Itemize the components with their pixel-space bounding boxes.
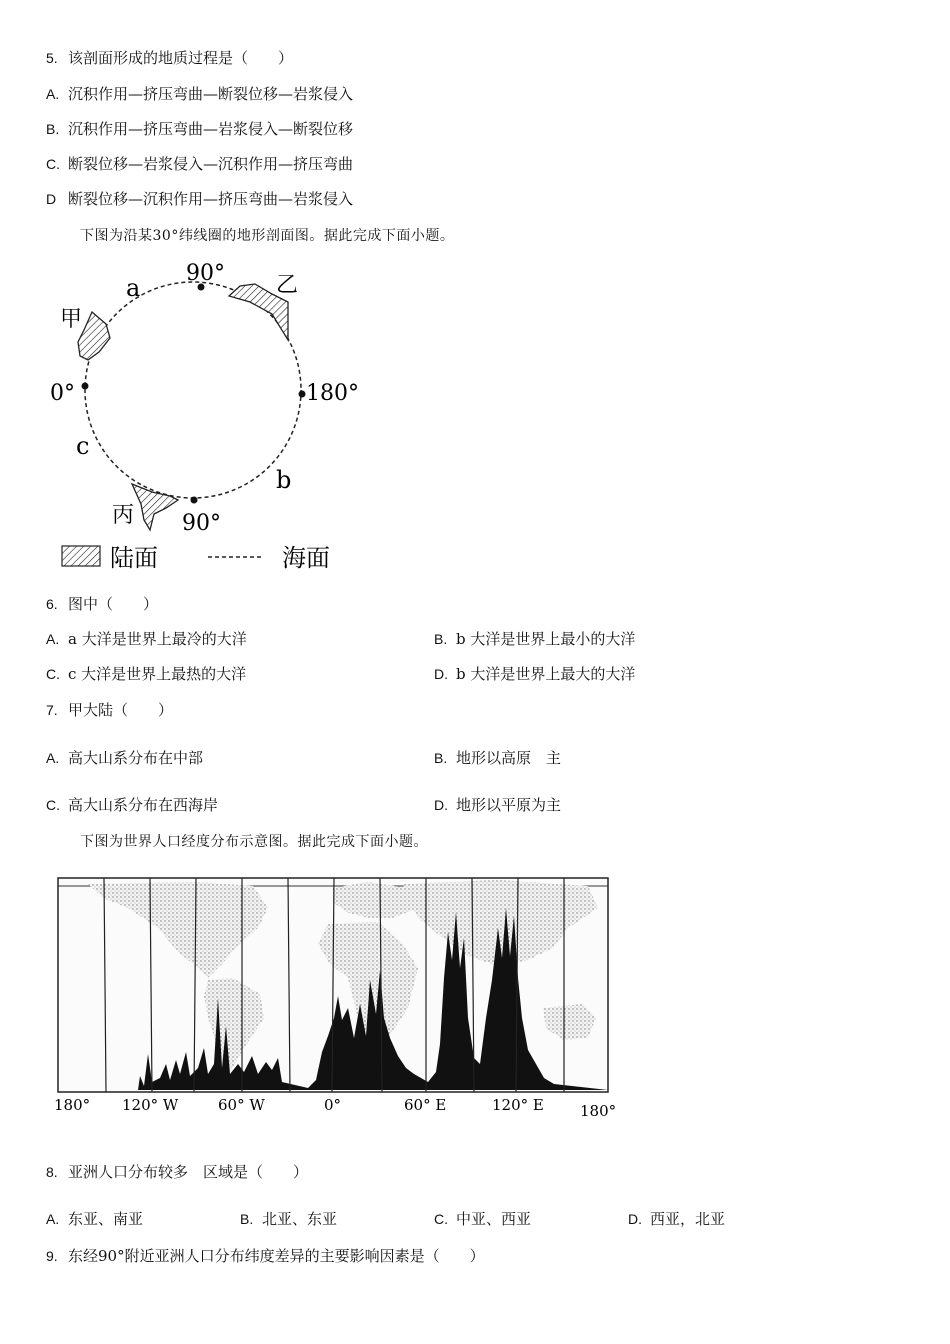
land-jia	[78, 312, 110, 360]
label-top-90: 90°	[186, 261, 225, 286]
q8-option-b[interactable]	[240, 1209, 337, 1229]
q7-option-b-text: 地形以高原 主	[456, 749, 562, 767]
legend-sea-label: 海面	[282, 544, 330, 572]
q5-stem-line	[46, 48, 293, 68]
q8-option-c-label: C.	[434, 1211, 448, 1227]
q5-option-a-text: 沉积作用—挤压弯曲—断裂位移—岩浆侵入	[68, 85, 354, 103]
land-bing	[132, 484, 178, 530]
q7-option-a-label: A.	[46, 750, 60, 766]
q6-option-a-label: A.	[46, 631, 60, 647]
q6-option-c[interactable]	[46, 664, 246, 684]
q8-stem-line	[46, 1162, 308, 1182]
q8-option-a[interactable]	[46, 1209, 143, 1229]
q5-option-d-text: 断裂位移—沉积作用—挤压弯曲—岩浆侵入	[68, 190, 354, 208]
axis-label-60w: 60° W	[218, 1096, 265, 1114]
q5-option-a-label: A.	[46, 86, 60, 102]
q7-option-c[interactable]	[46, 795, 218, 815]
q5-option-b-text: 沉积作用—挤压弯曲—岩浆侵入—断裂位移	[68, 120, 354, 138]
axis-label-60e: 60° E	[404, 1096, 447, 1114]
intro-figure2: 下图为世界人口经度分布示意图。据此完成下面小题。	[80, 834, 428, 850]
axis-label-120w: 120° W	[122, 1096, 179, 1114]
q6-option-a[interactable]	[46, 629, 247, 649]
label-c: c	[76, 432, 90, 460]
q6-option-b-text: b 大洋是世界上最小的大洋	[456, 630, 636, 648]
q7-option-c-text: 高大山系分布在西海岸	[68, 796, 219, 814]
q6-option-d-text: b 大洋是世界上最大的大洋	[456, 665, 636, 683]
q9-number: 9.	[46, 1248, 58, 1264]
axis-label-0: 0°	[324, 1096, 342, 1114]
q5-option-b[interactable]	[46, 119, 353, 139]
intro-figure1: 下图为沿某30°纬线圈的地形剖面图。据此完成下面小题。	[80, 228, 455, 244]
label-bing: 丙	[112, 503, 135, 528]
q7-option-b-label: B.	[434, 750, 448, 766]
q6-option-d-label: D.	[434, 666, 448, 682]
q6-option-b[interactable]	[434, 629, 635, 649]
q8-option-a-label: A.	[46, 1211, 60, 1227]
label-right-180: 180°	[306, 381, 359, 406]
q6-option-b-label: B.	[434, 631, 448, 647]
population-longitude-figure	[48, 868, 618, 1128]
q8-option-b-label: B.	[240, 1211, 254, 1227]
q5-option-c-label: C.	[46, 156, 60, 172]
axis-label-120e: 120° E	[492, 1096, 544, 1114]
q7-option-d[interactable]	[434, 795, 561, 815]
axis-label-180w: 180°	[54, 1096, 91, 1114]
q6-option-a-text: a 大洋是世界上最冷的大洋	[68, 630, 247, 648]
q9-stem: 东经90°附近亚洲人口分布纬度差异的主要影响因素是（ ）	[68, 1247, 485, 1265]
q5-option-c[interactable]	[46, 154, 353, 174]
q9-stem-line	[46, 1246, 485, 1266]
label-yi: 乙	[276, 273, 299, 298]
q8-option-d[interactable]	[628, 1209, 725, 1229]
q7-option-a-text: 高大山系分布在中部	[68, 749, 204, 767]
q7-option-c-label: C.	[46, 797, 60, 813]
q7-option-a[interactable]	[46, 748, 203, 768]
q6-option-c-label: C.	[46, 666, 60, 682]
q8-stem: 亚洲人口分布较多 区域是（ ）	[68, 1163, 309, 1181]
q5-option-d-label: D	[46, 191, 57, 207]
point-bottom	[191, 497, 198, 504]
q8-option-d-text: 西亚，北亚	[650, 1210, 726, 1228]
q6-number: 6.	[46, 596, 58, 612]
q5-option-c-text: 断裂位移—岩浆侵入—沉积作用—挤压弯曲	[68, 155, 354, 173]
q6-stem: 图中（ ）	[68, 595, 159, 613]
q7-option-d-text: 地形以平原为主	[456, 796, 562, 814]
latitude-profile-figure	[40, 250, 370, 580]
q7-option-b[interactable]	[434, 748, 561, 768]
q7-stem-line	[46, 700, 173, 720]
label-bottom-90: 90°	[182, 511, 221, 536]
q7-option-d-label: D.	[434, 797, 448, 813]
q8-number: 8.	[46, 1164, 58, 1180]
q8-option-b-text: 北亚、东亚	[262, 1210, 338, 1228]
q8-option-a-text: 东亚、南亚	[68, 1210, 144, 1228]
q5-number: 5.	[46, 50, 58, 66]
point-left	[82, 383, 89, 390]
label-a: a	[126, 274, 141, 302]
sea-level-circle	[85, 282, 301, 498]
q8-option-d-label: D.	[628, 1211, 642, 1227]
q8-option-c[interactable]	[434, 1209, 531, 1229]
point-right	[299, 391, 306, 398]
q5-option-a[interactable]	[46, 84, 353, 104]
label-b: b	[276, 466, 292, 494]
label-left-0: 0°	[50, 381, 75, 406]
q7-stem: 甲大陆（ ）	[68, 701, 174, 719]
q6-option-d[interactable]	[434, 664, 635, 684]
q5-stem: 该剖面形成的地质过程是（ ）	[68, 49, 294, 67]
label-jia: 甲	[60, 307, 83, 332]
q6-option-c-text: c 大洋是世界上最热的大洋	[68, 665, 247, 683]
legend-land-label: 陆面	[110, 544, 158, 572]
q5-option-b-label: B.	[46, 121, 60, 137]
q7-number: 7.	[46, 702, 58, 718]
q8-option-c-text: 中亚、西亚	[456, 1210, 532, 1228]
legend-land-swatch	[62, 546, 100, 566]
q6-stem-line	[46, 594, 158, 614]
q5-option-d[interactable]	[46, 189, 353, 209]
axis-label-180e: 180°	[580, 1102, 617, 1120]
